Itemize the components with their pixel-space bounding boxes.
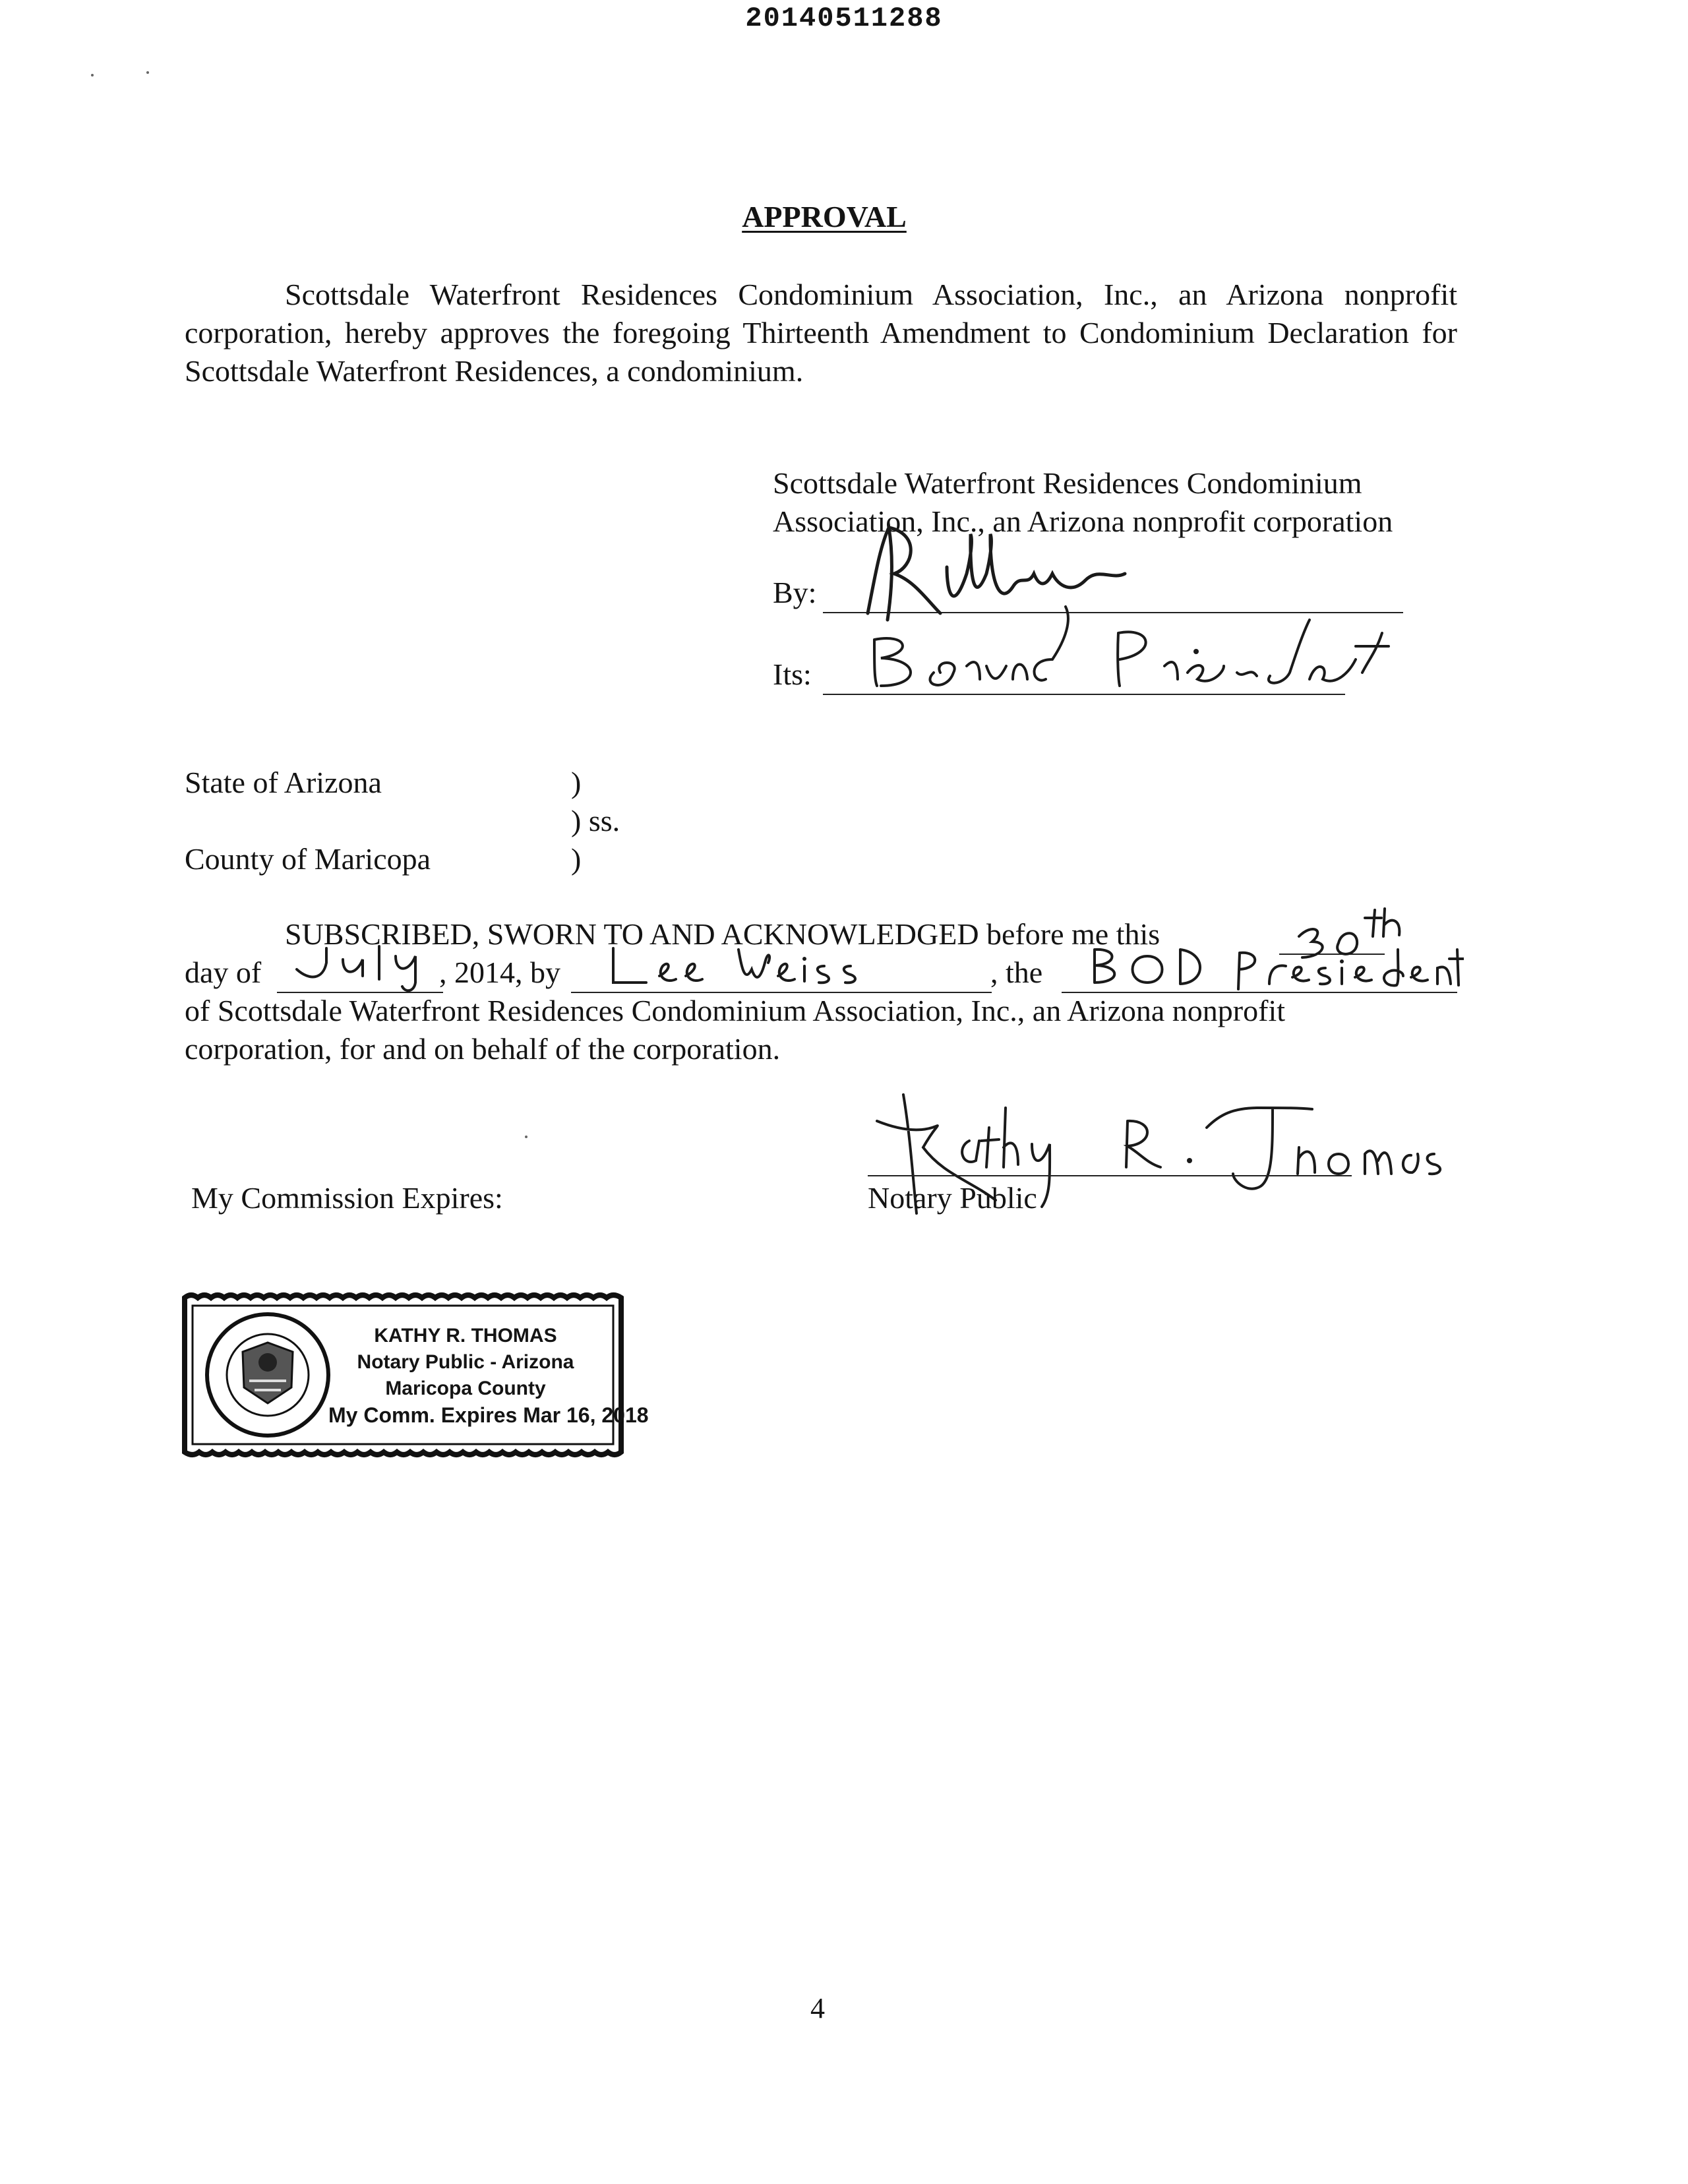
the-label: , the [990,956,1043,989]
venue-paren: ) [571,842,582,876]
page-title: APPROVAL [742,200,907,233]
ack-line-3: of Scottsdale Waterfront Residences Condominium Association, Inc., an Arizona nonprofit [185,994,1286,1027]
stamp-name: KATHY R. THOMAS [374,1325,557,1347]
day-of-label: day of [185,956,262,989]
ack-line-4: corporation, for and on behalf of the corporation. [185,1032,781,1066]
scan-speck [525,1136,528,1138]
title-handwriting [1088,936,1464,996]
notary-public-label: Notary Public [868,1181,1037,1215]
recording-number: 20140511288 [745,3,943,34]
stamp-county: Maricopa County [385,1378,546,1399]
commission-expires-label: My Commission Expires: [191,1181,503,1215]
notary-stamp [175,1289,649,1461]
ack-line-1: SUBSCRIBED, SWORN TO AND ACKNOWLEDGED before me this [285,917,1160,951]
month-handwriting [290,943,435,996]
by-label: By: [773,576,817,609]
venue-paren: ) [571,766,582,799]
venue-ss: ) ss. [571,804,620,837]
scan-speck [146,71,149,74]
approval-paragraph: Scottsdale Waterfront Residences Condominium Association, Inc., an Arizona nonprofit corporation, hereby approves the foregoing Thirteenth Amendment to Condominium Declaration for Scottsdale Waterfront Residences, a condominium. [185,278,1457,388]
stamp-expiration: My Comm. Expires Mar 16, 2018 [328,1403,649,1427]
entity-line-2: Association, Inc., an Arizona nonprofit corporation [773,504,1393,538]
page-number: 4 [810,1992,825,2024]
scan-speck [91,74,94,76]
year-by-label: , 2014, by [439,956,560,989]
state-label: State of Arizona [185,766,382,799]
stamp-title: Notary Public - Arizona [357,1351,574,1373]
its-handwriting [855,580,1395,699]
notary-signature-line [868,1175,1352,1176]
entity-line-1: Scottsdale Waterfront Residences Condominium [773,466,1362,500]
county-label: County of Maricopa [185,842,431,876]
its-label: Its: [773,657,812,691]
name-handwriting [607,943,884,996]
